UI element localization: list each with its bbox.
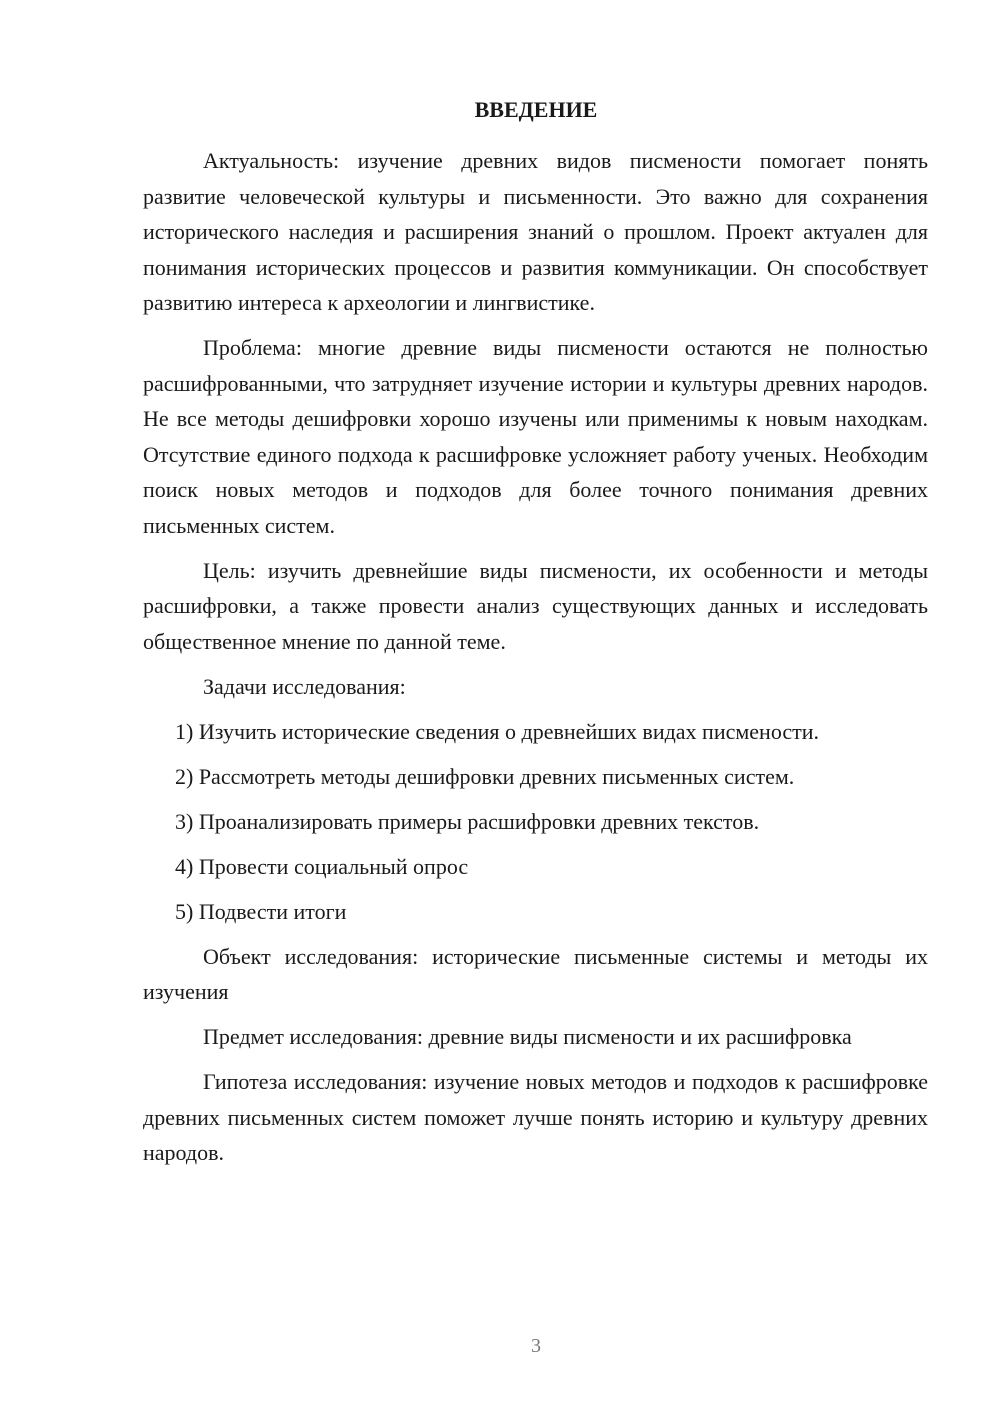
list-item: 2) Рассмотреть методы дешифровки древних письменных систем.	[175, 763, 795, 789]
problem-paragraph: Проблема: многие древние виды писмености остаются не полностью расшифрованными, что затрудняет изучение истории и культуры древних народов. Не все методы дешифровки хорошо изучены или применимы к новым находкам. Отсутствие единого подхода к расшифровке усложняет работу ученых. Необходим поиск новых методов и подходов для более точного понимания древних письменных систем.	[143, 335, 928, 538]
page-heading: ВВЕДЕНИЕ	[474, 97, 598, 122]
subject-paragraph: Предмет исследования: древние виды писмености и их расшифровка	[203, 1024, 852, 1049]
tasks-title: Задачи исследования:	[203, 673, 406, 699]
hypothesis-paragraph: Гипотеза исследования: изучение новых методов и подходов к расшифровке древних письменных систем поможет лучше понять историю и культуру древних народов.	[143, 1069, 928, 1165]
relevance-paragraph: Актуальность: изучение древних видов писмености помогает понять развитие человеческой культуры и письменности. Это важно для сохранения исторического наследия и расширения знаний о прошлом. Проект актуален для понимания исторических процессов и развития коммуникации. Он способствует развитию интереса к археологии и лингвистике.	[143, 148, 928, 315]
list-item: 3) Проанализировать примеры расшифровки древних текстов.	[175, 808, 760, 834]
object-paragraph: Объект исследования: исторические письменные системы и методы их изучения	[143, 943, 928, 1004]
goal-paragraph: Цель: изучить древнейшие виды писмености, их особенности и методы расшифровки, а также провести анализ существующих данных и исследовать общественное мнение по данной теме.	[143, 557, 928, 654]
list-item: 1) Изучить исторические сведения о древнейших видах писмености.	[175, 718, 820, 744]
tasks-list	[143, 714, 928, 930]
page-number: 3	[531, 1335, 541, 1357]
document-body	[143, 143, 928, 1180]
list-item: 5) Подвести итоги	[175, 898, 347, 924]
list-item: 4) Провести социальный опрос	[175, 853, 469, 879]
